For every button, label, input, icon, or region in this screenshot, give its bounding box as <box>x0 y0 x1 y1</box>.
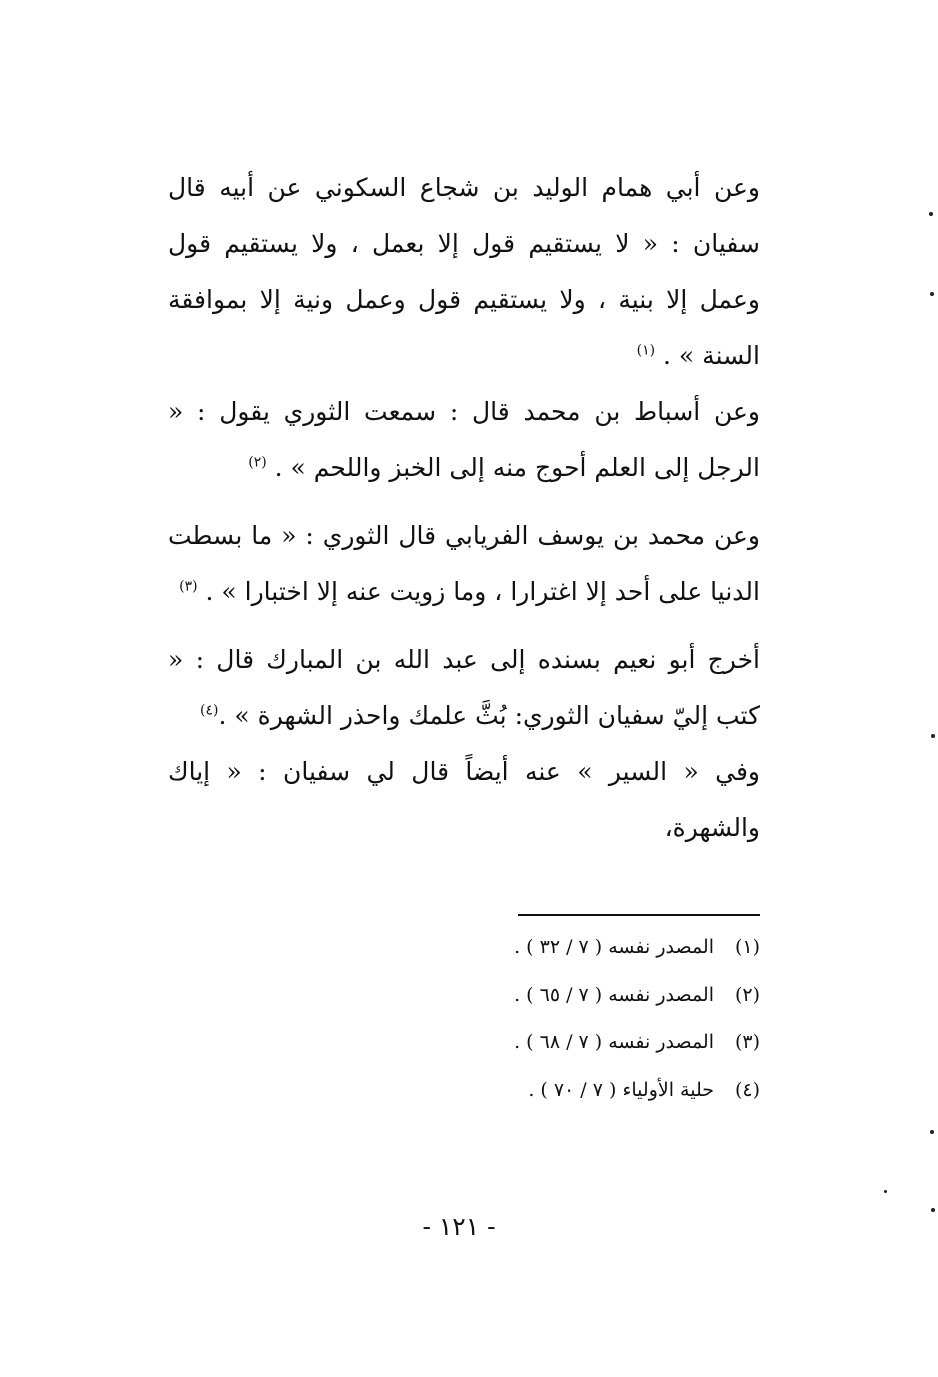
footnote-text: المصدر نفسه ( ٧ / ٦٥ ) . <box>514 983 714 1006</box>
paragraph-5 <box>168 744 760 856</box>
footnote-reference: (٢) <box>248 454 267 471</box>
paragraph-3 <box>168 508 760 620</box>
paragraph-text: وعن أسباط بن محمد قال : سمعت الثوري يقول : « الرجل إلى العلم أحوج منه إلى الخبز واللحم » . <box>168 397 760 482</box>
footnote-number: (٢) <box>734 983 760 1006</box>
page-number: - ١٢١ - <box>422 1212 496 1241</box>
footnote-item <box>440 1067 760 1115</box>
footnote-text: حلية الأولياء ( ٧ / ٧٠ ) . <box>528 1078 714 1101</box>
paragraph-4 <box>168 632 760 744</box>
footnote-item <box>440 924 760 972</box>
paragraph-1 <box>168 160 760 384</box>
footnote-reference: (٣) <box>179 578 198 595</box>
paragraph-text: وفي « السير » عنه أيضاً قال لي سفيان : « إياك والشهرة، <box>168 757 760 842</box>
footnote-reference: (١) <box>636 342 656 359</box>
scan-speck <box>931 1208 935 1212</box>
footnote-text: المصدر نفسه ( ٧ / ٣٢ ) . <box>514 936 714 958</box>
scan-speck <box>930 292 934 296</box>
footnote-text: المصدر نفسه ( ٧ / ٦٨ ) . <box>514 1031 714 1053</box>
scan-speck <box>884 1190 887 1193</box>
paragraph-text: أخرج أبو نعيم بسنده إلى عبد الله بن المبارك قال : « كتب إليّ سفيان الثوري: بُثَّ علمك واحذر الشهرة » . <box>168 645 760 730</box>
scan-speck <box>929 212 933 216</box>
scan-speck <box>931 734 935 738</box>
footnote-number: (١) <box>734 936 760 958</box>
main-text <box>168 160 760 856</box>
footnote-divider <box>518 914 760 916</box>
footnote-number: (٤) <box>734 1078 760 1101</box>
paragraph-2 <box>168 384 760 496</box>
scan-speck <box>930 1130 934 1134</box>
footnote-reference: (٤) <box>200 702 219 719</box>
paragraph-text: وعن محمد بن يوسف الفريابي قال الثوري : « ما بسطت الدنيا على أحد إلا اغترارا ، وما زويت عنه إلا اختبارا » . <box>168 521 760 606</box>
paragraph-text: وعن أبي همام الوليد بن شجاع السكوني عن أبيه قال سفيان : « لا يستقيم قول إلا بعمل ، ولا يستقيم قول وعمل إلا بنية ، ولا يستقيم قول وعمل ونية إلا بموافقة السنة » . <box>168 173 760 370</box>
footnote-number: (٣) <box>734 1031 760 1053</box>
footnotes-list <box>440 924 760 1114</box>
footnote-item <box>440 1019 760 1067</box>
footnote-item <box>440 972 760 1020</box>
